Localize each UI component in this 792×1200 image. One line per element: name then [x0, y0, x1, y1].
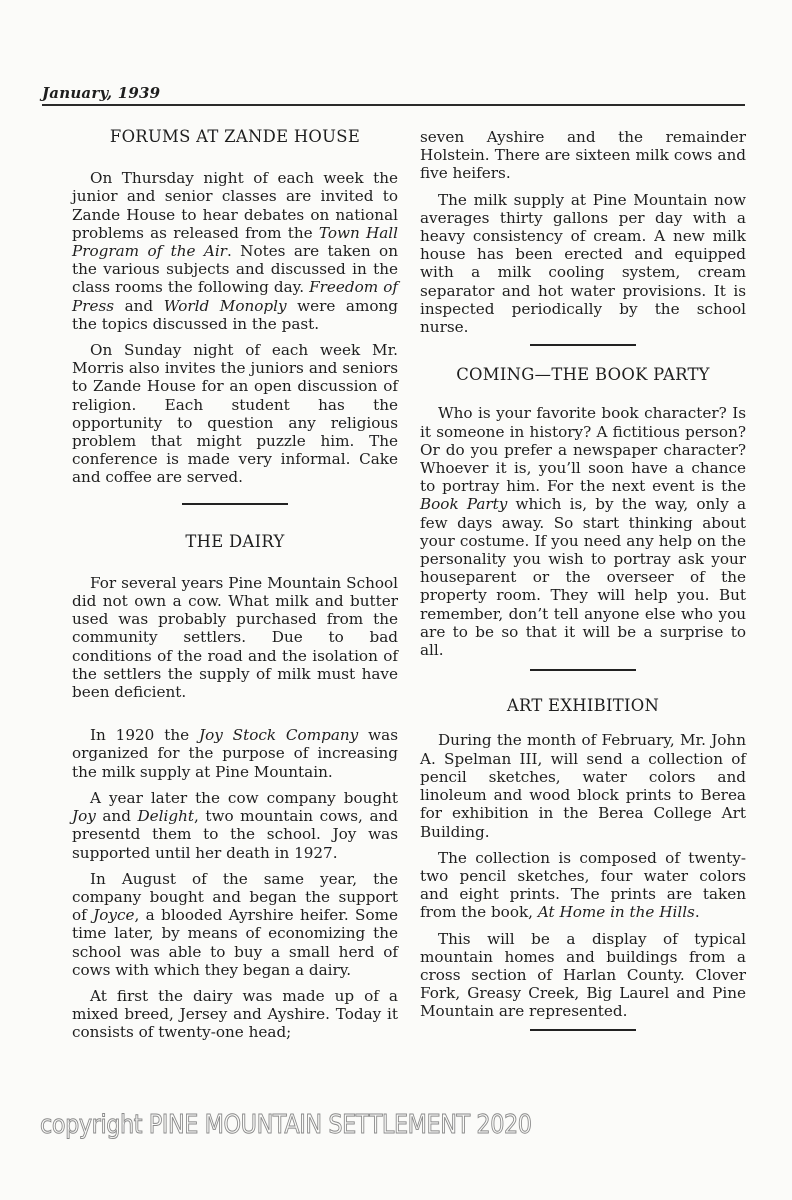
paragraph [72, 169, 398, 333]
paragraph [420, 731, 746, 840]
paragraph [420, 930, 746, 1021]
text-run: In August of the same year, the company bought and began the support of [72, 869, 398, 925]
italic-text: At Home in the Hills [537, 903, 695, 922]
text-run: Who is your favorite book character? Is it someone in history? A fictitious person? Or do you prefer a newspaper character? Whoever it is, you’ll soon have a chance to portray him. For the next event is the [420, 404, 746, 496]
paragraph [420, 191, 746, 337]
italic-text: Town Hall Program of the Air [72, 223, 399, 261]
text-run: which is, by the way, only a few days away. So start thinking about your costume. If you need any help on the personality you wish to portray ask your houseparent or the overseer of the property room. They will help you. But remember, don’t tell anyone else who you are to be so that it will be a surprise to all. [420, 495, 746, 660]
italic-text: World Monoply [163, 296, 287, 315]
text-run: was organized for the purpose of increasing the milk supply at Pine Mountain. [72, 726, 398, 781]
text-run: The milk supply at Pine Mountain now averages thirty gallons per day with a heavy consistency of cream. A new milk house has been erected and equipped with a milk cooling system, cream separator and hot water provisions. It is inspected periodically by the school nurse. [420, 190, 746, 337]
paragraph [420, 404, 746, 659]
italic-text: Joyce [93, 906, 135, 925]
text-run: For several years Pine Mountain School did not own a cow. What milk and butter used was probably purchased from the community settlers. Due to bad conditions of the road and the isolation of the settlers the supply of milk must have been deficient. [72, 573, 398, 702]
article-title-art-exhibition: ART EXHIBITION [506, 696, 660, 716]
italic-text: Book Party [420, 495, 508, 514]
text-run: In 1920 the [90, 726, 199, 745]
text-run: were among the topics discussed in the past. [72, 296, 399, 333]
paragraph [72, 341, 398, 487]
page-header [42, 84, 745, 106]
right-column [420, 128, 746, 1031]
text-run: On Thursday night of each week the junior and senior classes are invited to Zande House to hear debates on national problems as released from the [72, 169, 398, 242]
text-run: and [95, 807, 138, 826]
paragraph [420, 849, 746, 922]
text-run: On Sunday night of each week Mr. Morris also invites the juniors and seniors to Zande House for an open discussion of religion. Each student has the opportunity to question any religious problem that might puzzle him. The conference is made very informal. Cake and coffee are served. [72, 341, 398, 487]
text-run: and [114, 296, 164, 315]
paragraph [72, 574, 398, 701]
paragraph [72, 789, 398, 862]
italic-text: Freedom of Press [72, 278, 398, 315]
issue-date: January, 1939 [42, 84, 161, 102]
text-run: At first the dairy was made up of a mixed breed, Jersey and Ayshire. Today it consists of twenty-one head; [72, 986, 398, 1042]
text-run: , two mountain cows, and presentd them to the school. Joy was supported until her death in 1927. [72, 807, 398, 862]
italic-text: Joy Stock Company [198, 726, 359, 745]
copyright-watermark: copyright PINE MOUNTAIN SETTLEMENT 2020 [40, 1110, 532, 1140]
paragraph [72, 726, 398, 781]
text-run: A year later the cow company bought [90, 788, 398, 807]
text-run: , a blooded Ayrshire heifer. Some time later, by means of economizing the school was able to buy a small herd of cows with which they began a dairy. [72, 906, 398, 979]
paragraph-continued [420, 128, 746, 183]
text-run: . Notes are taken on the various subjects and discussed in the class rooms the following day. [72, 242, 398, 297]
italic-text: Delight [137, 807, 194, 826]
text-run: During the month of February, Mr. John A. Spelman III, will send a collection of pencil sketches, water colors and linoleum and wood block prints to Berea for exhibition in the Berea College Art Building. [420, 731, 746, 841]
paragraph [72, 870, 398, 979]
left-column [72, 128, 398, 1042]
article-title-book-party: COMING—THE BOOK PARTY [456, 365, 710, 385]
article-title-forums: FORUMS AT ZANDE HOUSE [109, 127, 361, 146]
text-run: This will be a display of typical mountain homes and buildings from a cross section of Harlan County. Clover Fork, Greasy Creek, Big Laurel and Pine Mountain are represented. [420, 929, 746, 1021]
italic-text: Joy [72, 807, 96, 826]
text-run: . [694, 903, 700, 922]
paragraph [72, 987, 398, 1042]
text-run: The collection is composed of twenty-two pencil sketches, four water colors and eight prints. The prints are taken from the book, [420, 848, 746, 922]
text-run: seven Ayshire and the remainder Holstein. There are sixteen milk cows and five heifers. [420, 128, 746, 183]
section-divider [530, 1029, 636, 1031]
article-title-dairy: THE DAIRY [185, 531, 285, 551]
